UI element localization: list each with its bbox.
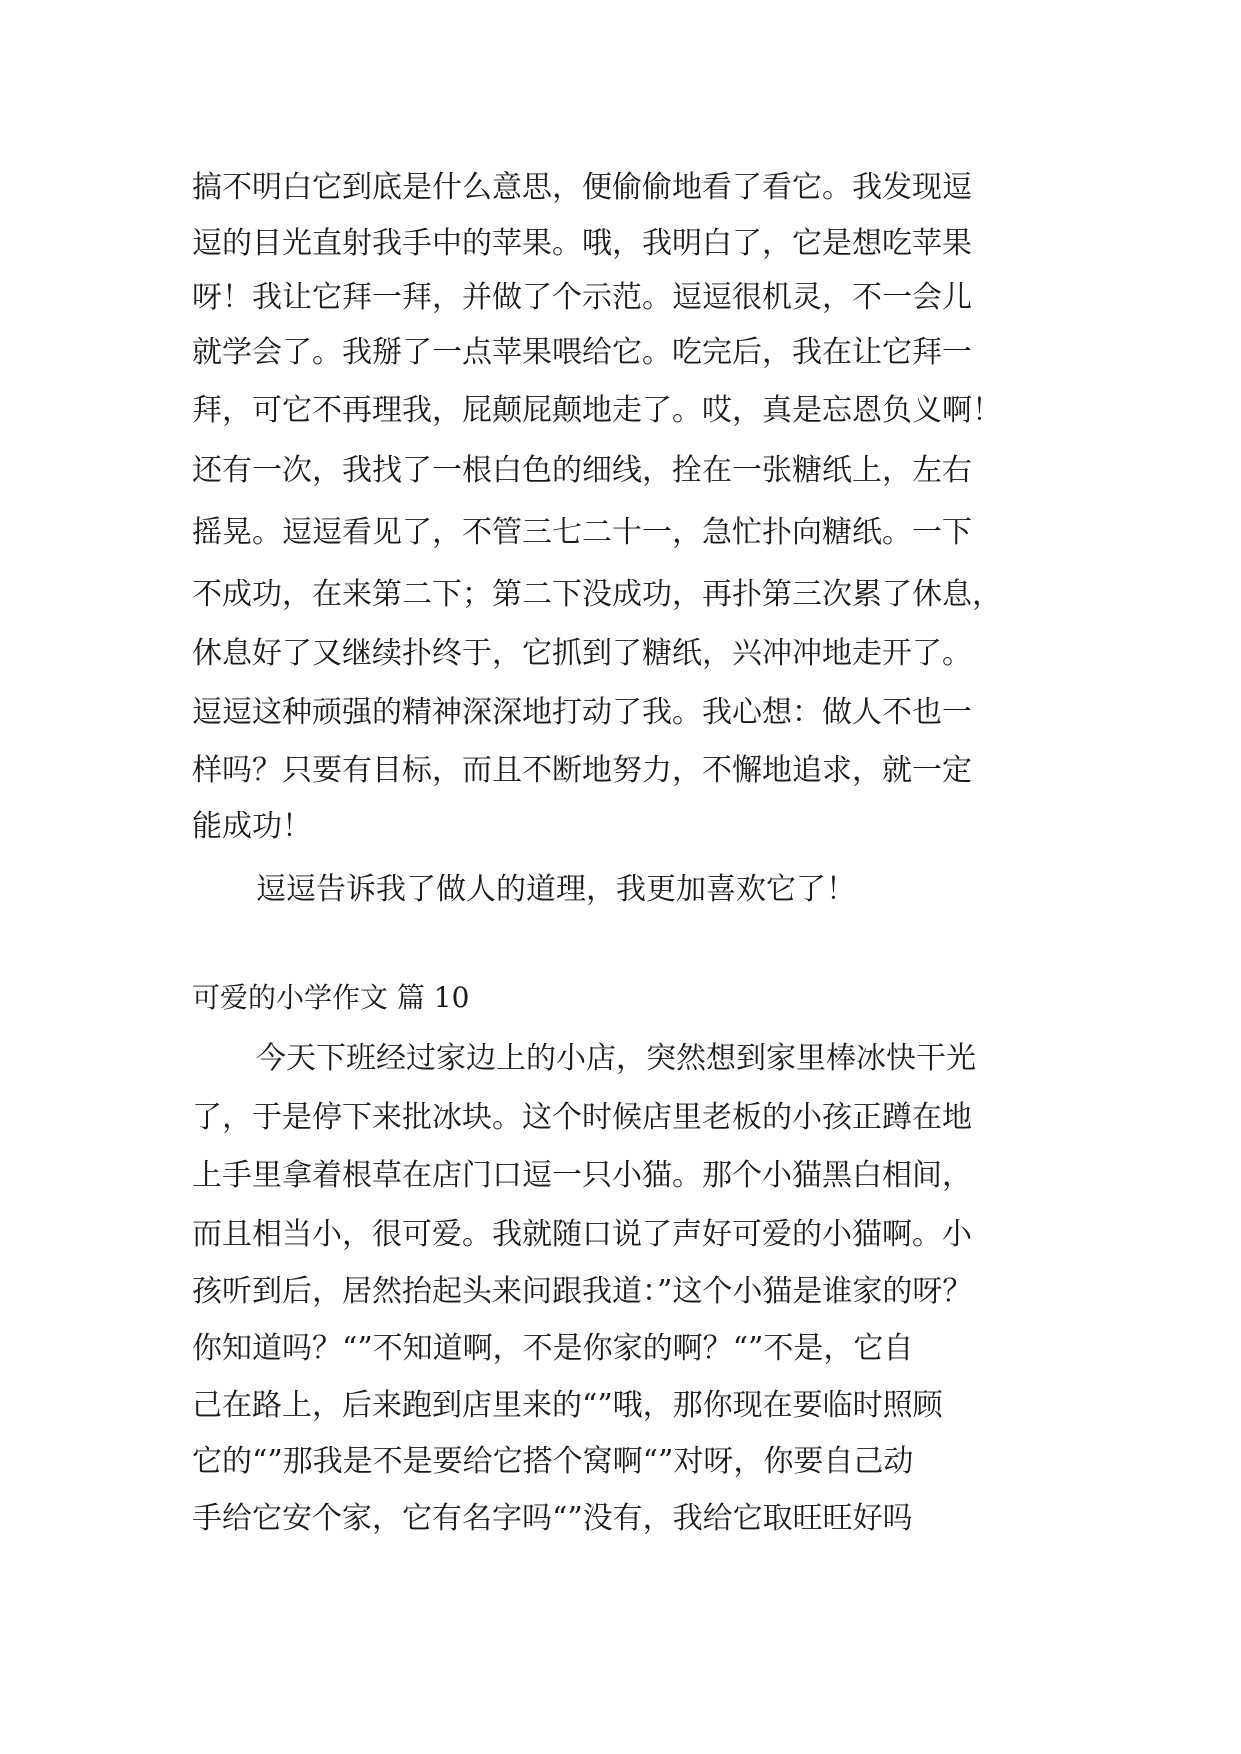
paragraph-line: 样吗？只要有目标，而且不断地努力，不懈地追求，就一定	[192, 753, 972, 788]
paragraph-line: 逗逗这种顽强的精神深深地打动了我。我心想：做人不也一	[192, 695, 972, 730]
paragraph-line: 摇晃。逗逗看见了，不管三七二十一，急忙扑向糖纸。一下	[192, 515, 972, 550]
paragraph-line: 呀！我让它拜一拜，并做了个示范。逗逗很机灵，不一会儿	[192, 280, 972, 315]
paragraph-line: 能成功！	[192, 809, 312, 844]
paragraph-line: 上手里拿着根草在店门口逗一只小猫。那个小猫黑白相间，	[192, 1158, 972, 1193]
paragraph-line: 而且相当小，很可爱。我就随口说了声好可爱的小猫啊。小	[192, 1217, 972, 1252]
paragraph-line: 还有一次，我找了一根白色的细线，拴在一张糖纸上，左右	[192, 453, 972, 488]
essay-heading: 可爱的小学作文 篇 10	[192, 981, 470, 1014]
paragraph-line: 己在路上，后来跑到店里来的“”哦，那你现在要临时照顾	[192, 1388, 943, 1423]
paragraph-line: 它的“”那我是不是要给它搭个窝啊“”对呀，你要自己动	[192, 1444, 914, 1479]
paragraph-line: 逗的目光直射我手中的苹果。哦，我明白了，它是想吃苹果	[192, 226, 972, 261]
paragraph-line: 不成功，在来第二下；第二下没成功，再扑第三次累了休息，	[192, 577, 1002, 612]
paragraph-line: 今天下班经过家边上的小店，突然想到家里棒冰快干光	[256, 1041, 976, 1076]
paragraph-line: 就学会了。我掰了一点苹果喂给它。吃完后，我在让它拜一	[192, 335, 972, 370]
paragraph-line: 休息好了又继续扑终于，它抓到了糖纸，兴冲冲地走开了。	[192, 636, 972, 671]
paragraph-line: 你知道吗？“”不知道啊，不是你家的啊？“”不是，它自	[192, 1331, 914, 1366]
paragraph-line: 搞不明白它到底是什么意思，便偷偷地看了看它。我发现逗	[192, 170, 972, 205]
paragraph-line: 手给它安个家，它有名字吗“”没有，我给它取旺旺好吗	[192, 1501, 913, 1536]
paragraph-line: 拜，可它不再理我，屁颠屁颠地走了。哎，真是忘恩负义啊！	[192, 393, 1002, 428]
closing-paragraph: 逗逗告诉我了做人的道理，我更加喜欢它了！	[256, 872, 856, 907]
paragraph-line: 了，于是停下来批冰块。这个时候店里老板的小孩正蹲在地	[192, 1100, 972, 1135]
paragraph-line: 孩听到后，居然抬起头来问跟我道：”这个小猫是谁家的呀？	[192, 1274, 973, 1309]
